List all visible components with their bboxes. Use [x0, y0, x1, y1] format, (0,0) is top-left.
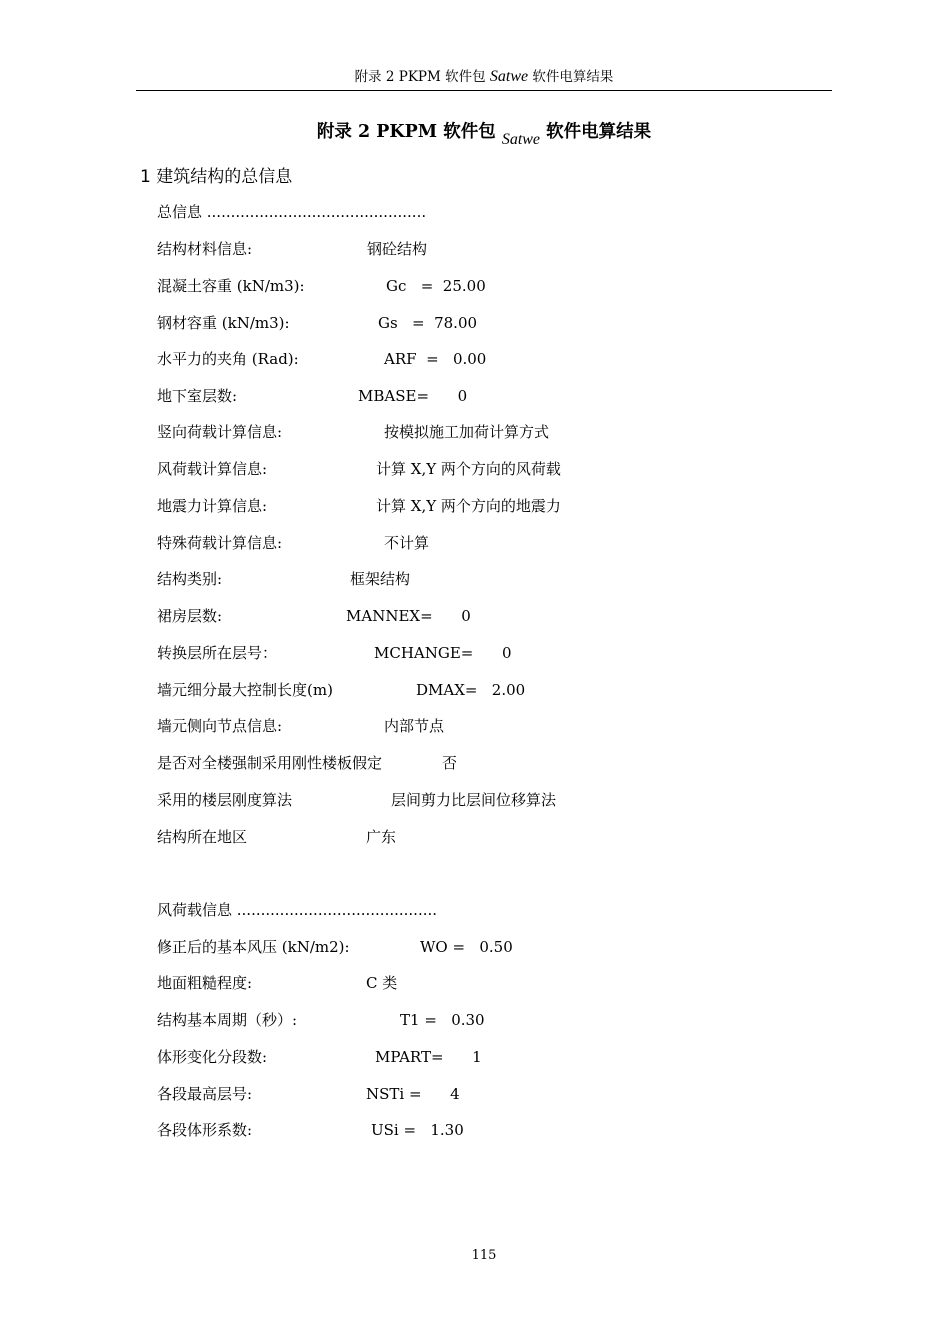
- info-label: 修正后的基本风压 (kN/m2):: [157, 938, 350, 956]
- info-value: USi = 1.30: [371, 1121, 464, 1139]
- info-label: 钢材容重 (kN/m3):: [157, 314, 290, 332]
- info-value: MPART= 1: [375, 1048, 482, 1066]
- info-label: 裙房层数:: [157, 607, 223, 625]
- running-header-software: Satwe: [489, 68, 529, 85]
- page-title-prefix: 附录 2 PKPM 软件包: [316, 122, 502, 142]
- info-label: 转换层所在层号：: [157, 644, 278, 662]
- info-value: 钢砼结构: [367, 240, 428, 258]
- info-label: 各段体形系数:: [157, 1121, 253, 1139]
- info-label: 风荷载计算信息:: [157, 460, 268, 478]
- info-label: 采用的楼层刚度算法: [157, 791, 293, 809]
- running-header-suffix: 软件电算结果: [528, 69, 614, 85]
- info-label: 地震力计算信息:: [157, 497, 268, 515]
- info-value: 计算 X,Y 两个方向的地震力: [376, 497, 561, 515]
- info-label: 墙元细分最大控制长度(m): [157, 681, 333, 699]
- running-header: [0, 66, 950, 88]
- info-value: 否: [442, 754, 458, 772]
- page-title-suffix: 软件电算结果: [540, 122, 652, 142]
- info-label: 地面粗糙程度:: [157, 974, 253, 992]
- info-value: NSTi = 4: [366, 1085, 460, 1103]
- info-value: 计算 X,Y 两个方向的风荷载: [376, 460, 561, 478]
- info-label: 混凝土容重 (kN/m3):: [157, 277, 305, 295]
- info-value: 层间剪力比层间位移算法: [391, 791, 557, 809]
- info-label: 是否对全楼强制采用刚性楼板假定: [157, 754, 383, 772]
- info-label: 地下室层数:: [157, 387, 238, 405]
- info-label: 结构所在地区: [157, 828, 248, 846]
- info-row: [157, 826, 397, 892]
- page-number: 115: [471, 1248, 497, 1263]
- info-value: T1 = 0.30: [400, 1011, 485, 1029]
- info-value: ARF = 0.00: [384, 350, 487, 368]
- page-title: [0, 118, 950, 154]
- info-label: 结构基本周期（秒）:: [157, 1011, 298, 1029]
- info-label: 水平力的夹角 (Rad):: [157, 350, 299, 368]
- info-value: MBASE= 0: [358, 387, 468, 405]
- info-label: 特殊荷载计算信息:: [157, 534, 283, 552]
- info-value: 内部节点: [384, 717, 445, 735]
- info-label: 墙元侧向节点信息:: [157, 717, 283, 735]
- info-label: 竖向荷载计算信息:: [157, 423, 283, 441]
- info-label: 各段最高层号:: [157, 1085, 253, 1103]
- info-value: 广东: [366, 828, 397, 846]
- page-title-software: Satwe: [501, 131, 541, 148]
- header-rule: [136, 90, 832, 91]
- running-header-prefix: 附录 2 PKPM 软件包: [354, 69, 490, 85]
- info-value: DMAX= 2.00: [416, 681, 526, 699]
- info-label: 结构类别:: [157, 570, 223, 588]
- wind-info-heading-text: 风荷载信息 ..........................................: [157, 901, 438, 919]
- info-value: Gc = 25.00: [386, 277, 486, 295]
- info-label: 结构材料信息:: [157, 240, 253, 258]
- info-value: 按模拟施工加荷计算方式: [384, 423, 550, 441]
- info-label: 体形变化分段数:: [157, 1048, 268, 1066]
- info-value: 框架结构: [350, 570, 411, 588]
- info-value: WO = 0.50: [420, 938, 513, 956]
- info-row: [157, 1119, 464, 1185]
- info-value: Gs = 78.00: [378, 314, 478, 332]
- general-info-heading-text: 总信息 ..............................................: [157, 203, 427, 221]
- info-value: MCHANGE= 0: [374, 644, 512, 662]
- section-heading: 1 建筑结构的总信息: [140, 167, 293, 187]
- info-value: MANNEX= 0: [346, 607, 471, 625]
- info-value: C 类: [366, 974, 398, 992]
- info-value: 不计算: [384, 534, 430, 552]
